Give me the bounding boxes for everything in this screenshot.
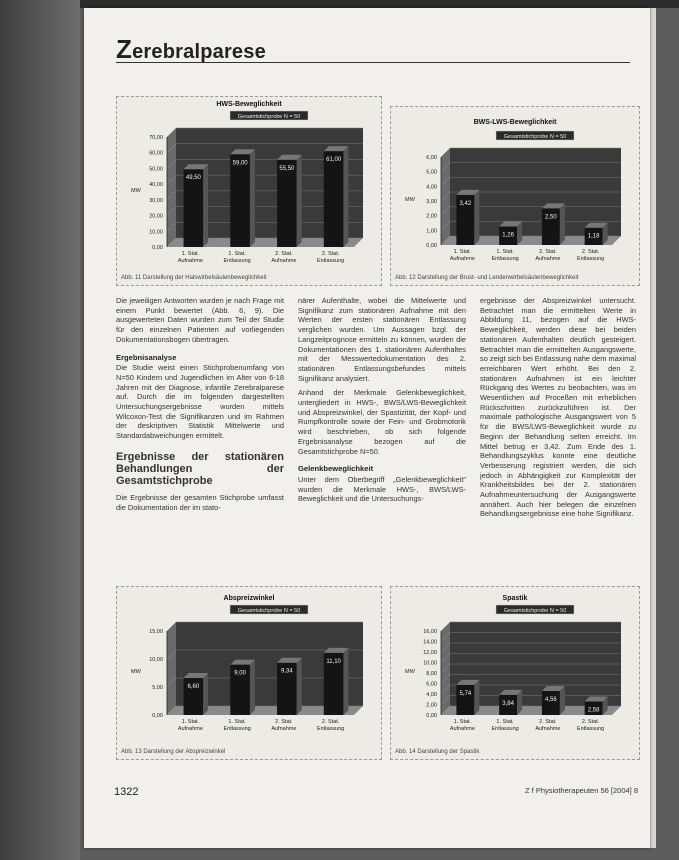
x-tick-label: 1. Stat.	[181, 719, 200, 725]
paragraph: Die jeweiligen Antworten wurden je nach Frage mit einem Punkt bewertet (Abb. 6, 9). Die ausgewerteten Daten wurden zum Teil der Studie für den einzelnen Patienten auf vorliegenden Dokumentationsbogen übertragen.	[116, 296, 284, 344]
y-tick-label: 5,00	[152, 685, 163, 691]
x-tick-label: Entlassung	[577, 726, 605, 732]
journal-page	[84, 8, 650, 848]
bar-side	[343, 146, 348, 247]
text-column-2	[298, 296, 466, 509]
bar-side	[203, 164, 208, 247]
page-number: 1322	[114, 786, 139, 798]
paragraph: Unter dem Oberbegriff „Gelenkbeweglichkeit" wurden die Merkmale HWS-, BWS/LWS-Beweglichkeit und die Untersuchungs-	[298, 474, 466, 504]
x-tick-label: 2. Stat.	[275, 251, 293, 257]
y-tick-label: 15,00	[149, 629, 163, 635]
x-tick-label: 1. Stat.	[496, 249, 514, 255]
bar-side	[474, 680, 479, 715]
figure-hws	[116, 96, 382, 286]
bar	[324, 151, 344, 247]
y-tick-label: 8,00	[426, 671, 437, 677]
x-tick-label: 2. Stat.	[539, 719, 557, 725]
y-tick-label: 0,00	[152, 245, 163, 251]
bar	[456, 685, 474, 715]
x-tick-label: Entlassung	[491, 256, 519, 262]
bar	[277, 160, 297, 247]
x-tick-label: 1. Stat.	[181, 251, 200, 257]
x-tick-label: 1. Stat.	[496, 719, 514, 725]
x-tick-label: Aufnahme	[177, 258, 203, 264]
legend-label: Gesamtstichprobe N = 50	[237, 114, 301, 120]
x-tick-label: 1. Stat.	[228, 251, 246, 257]
bar-side	[250, 149, 255, 247]
paragraph: närer Aufenthalte, wobei die Mittelwerte und Signifikanz zum stationären Aufnahme mit den Werten der ersten stationären Entlassung verglichen wurden. Um Aussagen bzgl. der Langzeitprognose ermitteln zu können, wurden die Dokumentationen des 1. stationären Aufenthaltes mit der Messwertedokumentation des 2. stationären Entlassungsbefundes mittels Signifikanz analysiert.	[298, 296, 466, 383]
legend-label: Gesamtstichprobe N = 50	[503, 608, 567, 614]
y-axis-label: MW	[131, 669, 141, 675]
header-rule	[116, 62, 630, 63]
bar-value-label: 1,26	[502, 232, 514, 239]
chart-abspreizwinkel	[117, 603, 381, 749]
legend-label: Gesamtstichprobe N = 50	[503, 134, 567, 140]
figure-title: BWS-LWS-Beweglichkeit	[473, 119, 557, 126]
y-tick-label: 0,00	[426, 243, 437, 249]
chart-hws	[117, 109, 381, 281]
y-tick-label: 4,00	[426, 692, 437, 698]
x-tick-label: Entlassung	[491, 726, 519, 732]
figure-caption: Abb. 14 Darstellung der Spastik	[395, 749, 480, 755]
bar-side	[250, 660, 255, 715]
x-tick-label: Aufnahme	[449, 726, 475, 732]
x-tick-label: 2. Stat.	[581, 719, 600, 725]
chart-side-wall	[167, 622, 176, 715]
section-heading: Ergebnisse der stationären Behandlungen der Gesamtstichprobe	[116, 450, 284, 487]
bar-value-label: 9,34	[281, 668, 293, 675]
bar-value-label: 1,18	[587, 233, 600, 240]
x-tick-label: Aufnahme	[177, 726, 203, 732]
x-tick-label: 2. Stat.	[275, 719, 293, 725]
x-tick-label: 1. Stat.	[228, 719, 246, 725]
y-tick-label: 0,00	[152, 713, 163, 719]
y-tick-label: 12,00	[423, 650, 437, 656]
bar-value-label: 61,00	[326, 157, 342, 164]
x-tick-label: Entlassung	[577, 256, 605, 262]
bar-value-label: 11,10	[326, 658, 341, 665]
bar-side	[474, 190, 479, 245]
figure-title: Abspreizwinkel	[223, 595, 275, 602]
y-tick-label: 2,00	[426, 213, 437, 220]
text-column-3	[480, 296, 636, 524]
x-tick-label: Aufnahme	[271, 726, 297, 732]
chart-bws-lws	[391, 129, 639, 279]
y-tick-label: 10,00	[149, 229, 163, 236]
y-tick-label: 10,00	[149, 657, 163, 663]
chart-side-wall	[167, 128, 176, 247]
y-tick-label: 5,00	[426, 169, 437, 176]
y-tick-label: 30,00	[149, 197, 163, 204]
y-tick-label: 6,00	[426, 155, 437, 161]
legend-label: Gesamtstichprobe N = 50	[237, 608, 301, 614]
x-tick-label: Aufnahme	[449, 256, 475, 262]
paragraph: Die Studie weist einen Stichprobenumfang von N=50 Kindern und Jugendlichen im Alter von 6-18 Jahren mit der Diagnose, infantile Zerebralparese auf. Durch die im folgenden dargestellten Untersuchungsergebnisse wurden mittels Wilcoxon-Test die Signifikanzen und im Rahmen der deskriptiven Statistik Mittelwerte und Standardabweichungen ermittelt.	[116, 363, 284, 441]
y-tick-label: 14,00	[423, 639, 437, 646]
paragraph: ergebnisse der Abspreizwinkel untersucht. Betrachtet man die ermittelten Werte in Abbildung 11, bezogen auf die HWS-Beweglichkeit, werden diese bei beiden stationären Aufenthalten deutlich gesteigert. Betrachtet man die ermittelten Ausgangswerte, so zeigt sich bei Entlassung nahe dem maximal erreichbaren Wert erhöht. Bei den 2. stationären Aufnahmen ist ein leichter Rückgang des Wertes zu beobachten, was im Wesentlichen auf Proceßen mit erheblichen Rückschritten zurückzuführen ist. Der maximale pathologische Ausgangswert von 5 für die BWS/LWS-Beweglichkeit wurde zu Beginn der Behandlung selten erreicht. Im Mittel betrug er 3,42. Zum Ende des 1. Behandlungszyklus konnte eine deutliche Verbesserung registriert werden, die sich jedoch in Abhängigkeit zur Komplexität der Krankheitsbildes bei der 2. stationären Aufnahmeuntersuchung der Ausgangswerte annähert. Auch hier belegen die einzelnen Behandlungsergebnisse eine hohe Signifikanz.	[480, 296, 636, 519]
figure-title: Spastik	[502, 595, 528, 602]
subheading: Gelenkbeweglichkeit	[298, 464, 374, 474]
paragraph: Die Ergebnisse der gesamten Stichprobe umfasst die Dokumentation der im stato-	[116, 492, 284, 512]
bar-value-label: 6,60	[187, 684, 200, 691]
y-tick-label: 4,00	[426, 184, 437, 191]
bar-side	[560, 686, 565, 715]
y-axis-label: MW	[405, 197, 415, 203]
y-tick-label: 40,00	[149, 182, 163, 189]
figure-bws-lws	[390, 106, 640, 286]
bar-value-label: 49,50	[185, 175, 201, 182]
bar-value-label: 5,74	[459, 690, 472, 697]
bar-side	[297, 155, 302, 247]
y-tick-label: 70,00	[149, 135, 163, 141]
bar-side	[297, 658, 302, 715]
figure-caption: Abb. 11 Darstellung der Halswirbelsäulenbeweglichkeit	[121, 275, 267, 281]
bar-value-label: 2,50	[545, 214, 557, 221]
x-tick-label: 2. Stat.	[581, 249, 600, 255]
figure-title: HWS-Beweglichkeit	[216, 101, 282, 108]
bar-value-label: 59,00	[232, 160, 248, 167]
subheading: Ergebnisanalyse	[116, 352, 177, 362]
y-tick-label: 20,00	[149, 213, 163, 220]
bar-side	[343, 648, 348, 715]
x-tick-label: 1. Stat.	[453, 249, 472, 255]
y-tick-label: 3,00	[426, 199, 437, 205]
bar-value-label: 3,42	[459, 200, 472, 207]
x-tick-label: 1. Stat.	[453, 719, 472, 725]
bar-value-label: 55,50	[279, 165, 295, 172]
y-tick-label: 50,00	[149, 166, 163, 173]
bar-side	[203, 673, 208, 715]
x-tick-label: Entlassung	[317, 726, 345, 732]
y-axis-label: MW	[405, 669, 415, 675]
bar-side	[560, 203, 565, 245]
y-tick-label: 1,00	[426, 228, 437, 235]
x-tick-label: Entlassung	[223, 726, 251, 732]
x-tick-label: Aufnahme	[535, 726, 561, 732]
journal-citation: Z f Physiotherapeuten 56 [2004] 8	[525, 786, 638, 795]
chart-spastik	[391, 603, 639, 749]
bar	[230, 154, 250, 247]
bar-value-label: 9,00	[234, 670, 246, 677]
x-tick-label: 2. Stat.	[321, 251, 340, 257]
x-tick-label: 2. Stat.	[321, 719, 340, 725]
y-axis-label: MW	[131, 188, 141, 194]
y-tick-label: 16,00	[423, 629, 437, 635]
figure-spastik	[390, 586, 640, 760]
bar-value-label: 3,84	[502, 700, 514, 707]
x-tick-label: Aufnahme	[271, 258, 297, 264]
x-tick-label: 2. Stat.	[539, 249, 557, 255]
y-tick-label: 60,00	[149, 150, 163, 157]
x-tick-label: Entlassung	[223, 258, 251, 264]
x-tick-label: Aufnahme	[535, 256, 561, 262]
bar-value-label: 4,56	[545, 697, 557, 704]
figure-abspreizwinkel	[116, 586, 382, 760]
page-header-title: Zerebralparese	[116, 34, 266, 64]
text-column-1	[116, 296, 284, 517]
y-tick-label: 2,00	[426, 702, 437, 709]
y-tick-label: 10,00	[423, 660, 437, 667]
y-tick-label: 0,00	[426, 713, 437, 719]
paragraph: Anhand der Merkmale Gelenkbeweglichkeit, untergliedert in HWS-, BWS/LWS-Beweglichkeit und Abspreizwinkel, der Spastizität, der Kopf- und Rumpfkontrolle sowie der Fein- und Grobmotorik wird beschrieben, ob sich folgende Ergebnisanalyse bezogen auf die Gesamtstichprobe N=50.	[298, 388, 466, 456]
figure-caption: Abb. 13 Darstellung der Abspreizwinkel	[121, 749, 226, 755]
figure-caption: Abb. 12 Darstellung der Brust- und Lendenwirbelsäulenbeweglichkeit	[395, 275, 579, 281]
y-tick-label: 6,00	[426, 681, 437, 688]
x-tick-label: Entlassung	[317, 258, 345, 264]
bar-value-label: 2,58	[587, 707, 600, 714]
